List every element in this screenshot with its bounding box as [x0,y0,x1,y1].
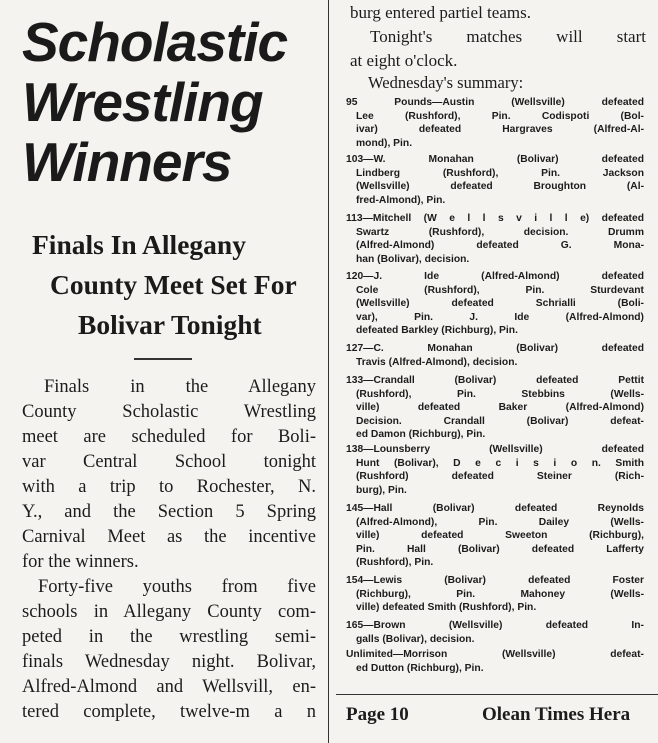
result-line: han (Bolivar), decision. [356,253,470,265]
result-113 [346,212,644,266]
result-line: (Richburg), Pin. Mahoney (Wells- [356,588,644,600]
result-line: (Alfred-Almond), Pin. Dailey (Wells- [356,516,644,528]
result-line: Unlimited—Morrison (Wellsville) defeat- [346,649,644,660]
result-120 [346,270,644,338]
intro-line: at eight o'clock. [350,51,458,70]
result-line: Hunt (Bolivar), D e c i s i o n. Smith [356,457,644,469]
result-line: Pin. Hall (Bolivar) defeated Lafferty [356,543,644,555]
result-133 [346,374,644,442]
result-line: Travis (Alfred-Almond), decision. [356,356,518,368]
body-line: Carnival Meet as the incentive [22,527,316,547]
result-line: 133—Crandall (Bolivar) defeated Pettit [346,375,644,386]
result-line: 145—Hall (Bolivar) defeated Reynolds [346,503,644,514]
right-column [330,0,658,743]
result-line: (Wellsville) defeated Broughton (Al- [356,181,644,193]
result-line: ville) defeated Sweeton (Richburg), [356,530,644,542]
result-line: 113—Mitchell (W e l l s v i l l e) defeated [346,213,644,224]
body-line: tered complete, twelve-m a n [22,702,316,722]
result-line: mond), Pin. [356,137,413,149]
result-line: (Rushford), Pin. [356,557,434,569]
result-line: var), Pin. J. Ide (Alfred-Almond) [356,311,644,323]
newspaper-name: Olean Times Hera [482,704,631,725]
body-line: var Central School tonight [22,452,316,472]
result-154 [346,574,644,615]
result-line: 138—Lounsberry (Wellsville) defeated [346,444,644,455]
result-line: (Rushford), Pin. Stebbins (Wells- [356,388,644,400]
result-line: 120—J. Ide (Alfred-Almond) defeated [346,271,644,282]
result-line: (Rushford) defeated Steiner (Rich- [356,471,644,483]
result-line: Cole (Rushford), Pin. Sturdevant [356,284,644,296]
body-line: Alfred-Almond and Wellsvill, en- [22,677,316,697]
summary-heading: Wednesday's summary: [368,73,524,92]
footer-rule [336,694,658,695]
result-line: ed Dutton (Richburg), Pin. [356,662,484,674]
result-line: ivar) defeated Hargraves (Alfred-Al- [356,124,644,136]
intro-line: Tonight's matches will start [370,27,646,46]
result-line: burg), Pin. [356,484,407,496]
result-line: (Wellsville) defeated Schrialli (Boli- [356,298,644,310]
body-line: Forty-five youths from five [38,577,316,597]
headline-line-2: Wrestling [22,71,263,133]
body-line: peted in the wrestling semi- [22,627,316,647]
result-line: 103—W. Monahan (Bolivar) defeated [346,154,644,165]
subhead-line-3: Bolivar Tonight [78,309,262,340]
result-line: defeated Barkley (Richburg), Pin. [356,325,518,337]
subhead-line-2: County Meet Set For [50,269,297,300]
result-95-pounds [346,96,644,150]
headline-rule [134,358,192,360]
body-line: for the winners. [22,552,139,572]
body-line: schools in Allegany County com- [22,602,316,622]
result-line: 127—C. Monahan (Bolivar) defeated [346,343,644,354]
result-103 [346,153,644,207]
result-line: 154—Lewis (Bolivar) defeated Foster [346,575,644,586]
headline-line-3: Winners [22,131,232,193]
result-127 [346,342,644,369]
left-column [0,0,328,743]
result-line: ed Damon (Richburg), Pin. [356,429,486,441]
result-line: (Alfred-Almond) defeated G. Mona- [356,240,644,252]
result-unlimited [346,648,644,675]
result-line: galls (Bolivar), decision. [356,633,475,645]
result-145 [346,502,644,570]
body-line: finals Wednesday night. Bolivar, [22,652,316,672]
result-165 [346,619,644,646]
body-line: with a trip to Rochester, N. [22,477,316,497]
result-line: 165—Brown (Wellsville) defeated In- [346,620,644,631]
body-line: meet are scheduled for Boli- [22,427,316,447]
body-line: County Scholastic Wrestling [22,402,316,422]
result-line: Lindberg (Rushford), Pin. Jackson [356,167,644,179]
result-line: fred-Almond), Pin. [356,194,446,206]
subhead-line-1: Finals In Allegany [32,229,246,260]
result-line: Swartz (Rushford), decision. Drumm [356,226,644,238]
column-divider [328,0,329,743]
result-line: Decision. Crandall (Bolivar) defeat- [356,415,644,427]
result-line: Lee (Rushford), Pin. Codispoti (Bol- [356,110,644,122]
page-number: Page 10 [346,704,409,725]
result-line: ville) defeated Baker (Alfred-Almond) [356,402,644,414]
body-line: Y., and the Section 5 Spring [22,502,316,522]
result-138 [346,443,644,497]
intro-line: burg entered partiel teams. [350,3,531,22]
headline-line-1: Scholastic [22,11,288,73]
result-line: 95 Pounds—Austin (Wellsville) defeated [346,97,644,108]
body-line: Finals in the Allegany [44,377,316,397]
result-line: ville) defeated Smith (Rushford), Pin. [356,602,537,614]
